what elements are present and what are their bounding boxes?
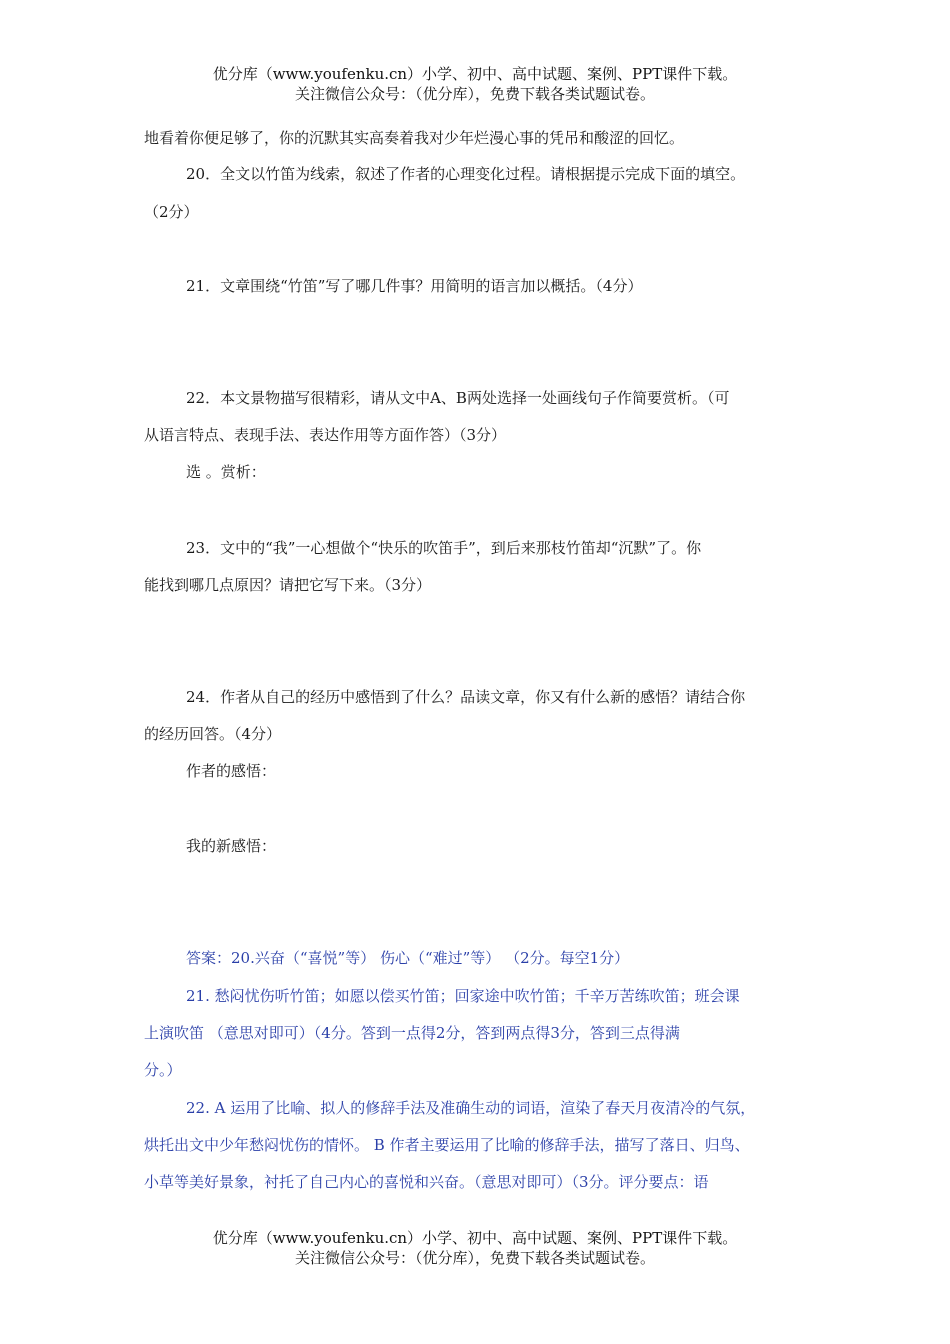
answer-21-line-2: 上演吹笛 （意思对即可）（4分。答到一点得2分，答到两点得3分，答到三点得满 [144,1024,680,1042]
header-line-2: 关注微信公众号：（优分库），免费下载各类试题试卷。 [294,85,655,103]
answer-22-line-2: 烘托出文中少年愁闷忧伤的情怀。 B 作者主要运用了比喻的修辞手法，描写了落日、归鸟、 [144,1136,750,1154]
question-22-line-2: 从语言特点、表现手法、表达作用等方面作答）（3分） [144,426,507,444]
header-line-1: 优分库（www.youfenku.cn）小学、初中、高中试题、案例、PPT课件下载。 [212,65,738,83]
answer-22-line-1: 22. A 运用了比喻、拟人的修辞手法及准确生动的词语，渲染了春天月夜清冷的气氛， [186,1099,756,1117]
footer-line-1: 优分库（www.youfenku.cn）小学、初中、高中试题、案例、PPT课件下载。 [212,1229,738,1247]
question-21-line-1: 21．文章围绕“竹笛”写了哪几件事？用简明的语言加以概括。（4分） [186,277,643,295]
answer-20: 答案：20.兴奋（“喜悦”等） 伤心（“难过”等） （2分。每空1分） [186,949,630,967]
question-20-line-2: （2分） [144,203,199,221]
passage-tail: 地看着你便足够了，你的沉默其实高奏着我对少年烂漫心事的凭吊和酸涩的回忆。 [144,129,685,147]
question-23-line-2: 能找到哪几点原因？请把它写下来。（3分） [144,576,432,594]
answer-21-line-3: 分。） [144,1061,182,1079]
question-24-line-3: 作者的感悟： [186,762,277,780]
answer-21-line-1: 21. 愁闷忧伤听竹笛；如愿以偿买竹笛；回家途中吹竹笛；千辛万苦练吹笛；班会课 [186,987,740,1005]
question-24-line-4: 我的新感悟： [186,837,277,855]
question-22-line-3: 选 。赏析： [186,463,266,481]
footer-line-2: 关注微信公众号：（优分库），免费下载各类试题试卷。 [294,1249,655,1267]
answer-22-line-3: 小草等美好景象，衬托了自己内心的喜悦和兴奋。（意思对即可）（3分。评分要点：语 [144,1173,709,1191]
question-22-line-1: 22．本文景物描写很精彩，请从文中A、B两处选择一处画线句子作简要赏析。（可 [186,389,730,407]
question-24-line-1: 24．作者从自己的经历中感悟到了什么？品读文章，你又有什么新的感悟？请结合你 [186,688,746,706]
question-20-line-1: 20．全文以竹笛为线索，叙述了作者的心理变化过程。请根据提示完成下面的填空。 [186,165,746,183]
question-23-line-1: 23．文中的“我”一心想做个“快乐的吹笛手”，到后来那枝竹笛却“沉默”了。你 [186,539,702,557]
question-24-line-2: 的经历回答。（4分） [144,725,282,743]
